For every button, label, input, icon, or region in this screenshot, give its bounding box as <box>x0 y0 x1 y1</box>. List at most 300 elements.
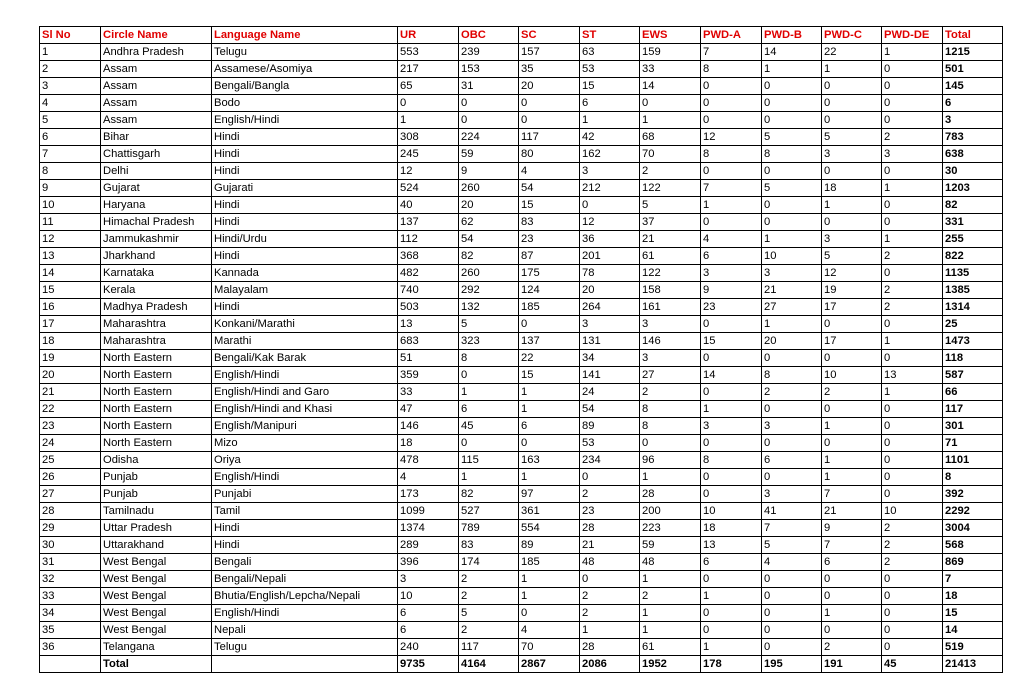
cell-sc: 20 <box>519 78 580 95</box>
cell-total: 1135 <box>943 265 1003 282</box>
cell-sc: 163 <box>519 452 580 469</box>
cell-circle-name: Gujarat <box>101 180 212 197</box>
cell-pwd-b: 0 <box>762 435 822 452</box>
header-obc: OBC <box>459 27 519 44</box>
cell-total: 301 <box>943 418 1003 435</box>
cell-pwd-b: 0 <box>762 571 822 588</box>
cell-pwd-a: 7 <box>701 44 762 61</box>
table-row <box>40 163 1003 180</box>
cell-pwd-c: 2 <box>822 639 882 656</box>
cell-pwd-a: 1 <box>701 401 762 418</box>
cell-pwd-de: 2 <box>882 520 943 537</box>
cell-total: 568 <box>943 537 1003 554</box>
cell-pwd-a: 13 <box>701 537 762 554</box>
cell-total: 118 <box>943 350 1003 367</box>
cell-pwd-c: 1 <box>822 452 882 469</box>
cell-sc: 361 <box>519 503 580 520</box>
cell-pwd-b: 0 <box>762 588 822 605</box>
cell-total: 1314 <box>943 299 1003 316</box>
cell-sl-no: 27 <box>40 486 101 503</box>
cell-sc: 15 <box>519 367 580 384</box>
cell-pwd-a: 0 <box>701 571 762 588</box>
cell-st: 0 <box>580 571 640 588</box>
cell-pwd-de: 0 <box>882 452 943 469</box>
cell-pwd-a: 4 <box>701 231 762 248</box>
cell-obc: 5 <box>459 316 519 333</box>
cell-total: 783 <box>943 129 1003 146</box>
header-ews: EWS <box>640 27 701 44</box>
cell-st: 0 <box>580 469 640 486</box>
cell-circle-name: North Eastern <box>101 418 212 435</box>
table-row <box>40 350 1003 367</box>
table-row <box>40 367 1003 384</box>
cell-language-name: Oriya <box>212 452 398 469</box>
cell-st: 34 <box>580 350 640 367</box>
cell-circle-name: Assam <box>101 61 212 78</box>
cell-pwd-b: 3 <box>762 265 822 282</box>
cell-pwd-de: 0 <box>882 316 943 333</box>
cell-ews: 14 <box>640 78 701 95</box>
table-row <box>40 231 1003 248</box>
cell-pwd-de: 0 <box>882 214 943 231</box>
table-row <box>40 61 1003 78</box>
cell-language-name: Punjabi <box>212 486 398 503</box>
cell-obc: 62 <box>459 214 519 231</box>
cell-total: 1203 <box>943 180 1003 197</box>
cell-pwd-b: 3 <box>762 486 822 503</box>
cell-pwd-c: 2 <box>822 384 882 401</box>
cell-total: 1385 <box>943 282 1003 299</box>
cell-pwd-de: 0 <box>882 401 943 418</box>
cell-pwd-a: 6 <box>701 248 762 265</box>
table-row <box>40 469 1003 486</box>
cell-pwd-a: 8 <box>701 452 762 469</box>
cell-sl-no: 5 <box>40 112 101 129</box>
cell-ews: 8 <box>640 401 701 418</box>
cell-circle-name: Andhra Pradesh <box>101 44 212 61</box>
cell-pwd-de: 0 <box>882 469 943 486</box>
total-pwd-c: 191 <box>822 656 882 673</box>
cell-language-name: Bodo <box>212 95 398 112</box>
cell-circle-name: West Bengal <box>101 571 212 588</box>
cell-circle-name: Delhi <box>101 163 212 180</box>
cell-st: 15 <box>580 78 640 95</box>
cell-pwd-de: 0 <box>882 418 943 435</box>
cell-st: 48 <box>580 554 640 571</box>
cell-ews: 61 <box>640 639 701 656</box>
cell-sl-no: 33 <box>40 588 101 605</box>
table-row <box>40 435 1003 452</box>
cell-ews: 146 <box>640 333 701 350</box>
cell-circle-name: Chattisgarh <box>101 146 212 163</box>
cell-obc: 0 <box>459 95 519 112</box>
cell-ews: 8 <box>640 418 701 435</box>
cell-ews: 2 <box>640 588 701 605</box>
cell-pwd-b: 5 <box>762 129 822 146</box>
cell-ews: 2 <box>640 163 701 180</box>
cell-ur: 3 <box>398 571 459 588</box>
cell-pwd-a: 0 <box>701 316 762 333</box>
cell-st: 2 <box>580 588 640 605</box>
cell-circle-name: Haryana <box>101 197 212 214</box>
cell-obc: 45 <box>459 418 519 435</box>
cell-ur: 368 <box>398 248 459 265</box>
cell-total: 8 <box>943 469 1003 486</box>
cell-obc: 117 <box>459 639 519 656</box>
cell-pwd-de: 2 <box>882 282 943 299</box>
table-row <box>40 639 1003 656</box>
cell-st: 234 <box>580 452 640 469</box>
cell-ews: 0 <box>640 95 701 112</box>
cell-sl-no: 35 <box>40 622 101 639</box>
cell-pwd-a: 6 <box>701 554 762 571</box>
cell-st: 63 <box>580 44 640 61</box>
cell-pwd-b: 0 <box>762 622 822 639</box>
cell-language-name: Hindi <box>212 537 398 554</box>
cell-sc: 117 <box>519 129 580 146</box>
cell-pwd-c: 19 <box>822 282 882 299</box>
table-row <box>40 401 1003 418</box>
cell-sl-no: 1 <box>40 44 101 61</box>
cell-pwd-a: 12 <box>701 129 762 146</box>
cell-circle-name: Tamilnadu <box>101 503 212 520</box>
cell-pwd-c: 22 <box>822 44 882 61</box>
header-st: ST <box>580 27 640 44</box>
cell-sc: 70 <box>519 639 580 656</box>
cell-ur: 146 <box>398 418 459 435</box>
cell-sc: 80 <box>519 146 580 163</box>
cell-pwd-a: 8 <box>701 61 762 78</box>
cell-pwd-a: 0 <box>701 605 762 622</box>
cell-pwd-b: 8 <box>762 367 822 384</box>
cell-sc: 137 <box>519 333 580 350</box>
cell-total: 331 <box>943 214 1003 231</box>
cell-sc: 0 <box>519 435 580 452</box>
cell-ur: 112 <box>398 231 459 248</box>
cell-language-name: Bengali <box>212 554 398 571</box>
cell-circle-name: North Eastern <box>101 435 212 452</box>
cell-pwd-b: 0 <box>762 95 822 112</box>
cell-obc: 527 <box>459 503 519 520</box>
cell-ews: 21 <box>640 231 701 248</box>
cell-pwd-c: 1 <box>822 197 882 214</box>
cell-language-name: Tamil <box>212 503 398 520</box>
total-circle-name: Total <box>101 656 212 673</box>
cell-st: 89 <box>580 418 640 435</box>
cell-ur: 4 <box>398 469 459 486</box>
total-ews: 1952 <box>640 656 701 673</box>
cell-obc: 83 <box>459 537 519 554</box>
cell-circle-name: Jharkhand <box>101 248 212 265</box>
cell-ur: 478 <box>398 452 459 469</box>
cell-st: 201 <box>580 248 640 265</box>
cell-pwd-de: 0 <box>882 197 943 214</box>
cell-sc: 23 <box>519 231 580 248</box>
cell-sc: 1 <box>519 469 580 486</box>
cell-obc: 260 <box>459 180 519 197</box>
cell-st: 6 <box>580 95 640 112</box>
cell-obc: 174 <box>459 554 519 571</box>
cell-pwd-c: 0 <box>822 95 882 112</box>
cell-sc: 0 <box>519 605 580 622</box>
cell-obc: 115 <box>459 452 519 469</box>
cell-ur: 173 <box>398 486 459 503</box>
cell-sc: 1 <box>519 401 580 418</box>
cell-ews: 48 <box>640 554 701 571</box>
cell-sl-no: 2 <box>40 61 101 78</box>
cell-pwd-b: 0 <box>762 214 822 231</box>
table-row <box>40 486 1003 503</box>
cell-circle-name: Jammukashmir <box>101 231 212 248</box>
cell-ews: 1 <box>640 605 701 622</box>
cell-pwd-de: 1 <box>882 384 943 401</box>
cell-st: 53 <box>580 61 640 78</box>
header-ur: UR <box>398 27 459 44</box>
cell-pwd-c: 0 <box>822 350 882 367</box>
cell-ews: 161 <box>640 299 701 316</box>
cell-language-name: Bengali/Nepali <box>212 571 398 588</box>
cell-total: 519 <box>943 639 1003 656</box>
cell-ur: 396 <box>398 554 459 571</box>
cell-pwd-a: 18 <box>701 520 762 537</box>
cell-sl-no: 16 <box>40 299 101 316</box>
cell-pwd-c: 9 <box>822 520 882 537</box>
cell-st: 78 <box>580 265 640 282</box>
cell-circle-name: Himachal Pradesh <box>101 214 212 231</box>
cell-language-name: English/Hindi <box>212 112 398 129</box>
cell-ews: 200 <box>640 503 701 520</box>
cell-pwd-de: 1 <box>882 333 943 350</box>
cell-pwd-de: 0 <box>882 350 943 367</box>
cell-ews: 68 <box>640 129 701 146</box>
table-row <box>40 129 1003 146</box>
cell-pwd-b: 27 <box>762 299 822 316</box>
header-circle-name: Circle Name <box>101 27 212 44</box>
cell-ur: 240 <box>398 639 459 656</box>
cell-pwd-b: 21 <box>762 282 822 299</box>
cell-sc: 83 <box>519 214 580 231</box>
cell-pwd-de: 2 <box>882 299 943 316</box>
cell-total: 1101 <box>943 452 1003 469</box>
cell-sc: 0 <box>519 112 580 129</box>
cell-language-name: English/Hindi <box>212 605 398 622</box>
cell-circle-name: Maharashtra <box>101 333 212 350</box>
cell-pwd-de: 10 <box>882 503 943 520</box>
cell-pwd-c: 3 <box>822 231 882 248</box>
cell-pwd-c: 0 <box>822 571 882 588</box>
cell-pwd-a: 0 <box>701 622 762 639</box>
cell-st: 12 <box>580 214 640 231</box>
cell-ews: 3 <box>640 350 701 367</box>
cell-pwd-a: 0 <box>701 78 762 95</box>
cell-sc: 185 <box>519 554 580 571</box>
cell-sc: 1 <box>519 588 580 605</box>
cell-pwd-b: 4 <box>762 554 822 571</box>
cell-total: 392 <box>943 486 1003 503</box>
cell-sl-no: 3 <box>40 78 101 95</box>
header-row <box>40 27 1003 44</box>
cell-sc: 175 <box>519 265 580 282</box>
total-pwd-b: 195 <box>762 656 822 673</box>
cell-sc: 0 <box>519 316 580 333</box>
cell-sl-no: 12 <box>40 231 101 248</box>
cell-pwd-c: 1 <box>822 605 882 622</box>
cell-total: 3 <box>943 112 1003 129</box>
cell-obc: 8 <box>459 350 519 367</box>
cell-sl-no: 4 <box>40 95 101 112</box>
cell-total: 1215 <box>943 44 1003 61</box>
cell-ur: 1374 <box>398 520 459 537</box>
cell-st: 23 <box>580 503 640 520</box>
cell-pwd-b: 5 <box>762 537 822 554</box>
cell-pwd-c: 0 <box>822 622 882 639</box>
cell-total: 30 <box>943 163 1003 180</box>
cell-ews: 158 <box>640 282 701 299</box>
cell-pwd-a: 14 <box>701 367 762 384</box>
total-obc: 4164 <box>459 656 519 673</box>
cell-total: 6 <box>943 95 1003 112</box>
cell-circle-name: Assam <box>101 112 212 129</box>
cell-obc: 789 <box>459 520 519 537</box>
cell-circle-name: Kerala <box>101 282 212 299</box>
cell-pwd-a: 0 <box>701 350 762 367</box>
cell-obc: 5 <box>459 605 519 622</box>
cell-obc: 153 <box>459 61 519 78</box>
table-row <box>40 248 1003 265</box>
cell-ews: 223 <box>640 520 701 537</box>
cell-ews: 61 <box>640 248 701 265</box>
total-language-name <box>212 656 398 673</box>
cell-pwd-b: 8 <box>762 146 822 163</box>
cell-st: 2 <box>580 605 640 622</box>
cell-ur: 51 <box>398 350 459 367</box>
table-row <box>40 112 1003 129</box>
cell-circle-name: North Eastern <box>101 384 212 401</box>
cell-sl-no: 23 <box>40 418 101 435</box>
table-row <box>40 316 1003 333</box>
cell-language-name: Bengali/Bangla <box>212 78 398 95</box>
cell-language-name: English/Hindi and Khasi <box>212 401 398 418</box>
cell-pwd-c: 7 <box>822 537 882 554</box>
cell-sl-no: 24 <box>40 435 101 452</box>
cell-ews: 122 <box>640 180 701 197</box>
cell-pwd-b: 6 <box>762 452 822 469</box>
cell-circle-name: West Bengal <box>101 622 212 639</box>
cell-pwd-c: 0 <box>822 78 882 95</box>
cell-pwd-b: 5 <box>762 180 822 197</box>
cell-pwd-b: 0 <box>762 163 822 180</box>
cell-pwd-de: 2 <box>882 554 943 571</box>
cell-language-name: English/Hindi <box>212 367 398 384</box>
cell-pwd-b: 0 <box>762 197 822 214</box>
table-row <box>40 299 1003 316</box>
cell-pwd-de: 0 <box>882 571 943 588</box>
cell-circle-name: Punjab <box>101 469 212 486</box>
cell-total: 2292 <box>943 503 1003 520</box>
cell-circle-name: Uttarakhand <box>101 537 212 554</box>
cell-pwd-b: 20 <box>762 333 822 350</box>
cell-pwd-b: 7 <box>762 520 822 537</box>
cell-ur: 47 <box>398 401 459 418</box>
total-total: 21413 <box>943 656 1003 673</box>
cell-pwd-c: 0 <box>822 435 882 452</box>
table-row <box>40 180 1003 197</box>
cell-pwd-a: 1 <box>701 588 762 605</box>
cell-total: 15 <box>943 605 1003 622</box>
cell-pwd-a: 0 <box>701 112 762 129</box>
cell-ews: 33 <box>640 61 701 78</box>
cell-pwd-c: 6 <box>822 554 882 571</box>
cell-sl-no: 22 <box>40 401 101 418</box>
cell-sl-no: 29 <box>40 520 101 537</box>
cell-sl-no: 19 <box>40 350 101 367</box>
cell-sc: 35 <box>519 61 580 78</box>
cell-obc: 9 <box>459 163 519 180</box>
cell-ews: 1 <box>640 622 701 639</box>
cell-sl-no: 17 <box>40 316 101 333</box>
cell-pwd-de: 1 <box>882 231 943 248</box>
cell-obc: 6 <box>459 401 519 418</box>
cell-sc: 1 <box>519 571 580 588</box>
total-st: 2086 <box>580 656 640 673</box>
cell-obc: 323 <box>459 333 519 350</box>
cell-sc: 4 <box>519 163 580 180</box>
table-row <box>40 197 1003 214</box>
cell-circle-name: North Eastern <box>101 367 212 384</box>
cell-circle-name: Telangana <box>101 639 212 656</box>
table-row <box>40 282 1003 299</box>
cell-sl-no: 20 <box>40 367 101 384</box>
cell-obc: 260 <box>459 265 519 282</box>
cell-pwd-b: 0 <box>762 112 822 129</box>
cell-language-name: Hindi <box>212 299 398 316</box>
cell-circle-name: West Bengal <box>101 588 212 605</box>
cell-pwd-b: 0 <box>762 401 822 418</box>
cell-sl-no: 7 <box>40 146 101 163</box>
cell-st: 1 <box>580 622 640 639</box>
cell-ur: 1 <box>398 112 459 129</box>
table-row <box>40 333 1003 350</box>
cell-sl-no: 8 <box>40 163 101 180</box>
total-row <box>40 656 1003 673</box>
cell-sc: 87 <box>519 248 580 265</box>
cell-ur: 13 <box>398 316 459 333</box>
cell-st: 28 <box>580 520 640 537</box>
cell-circle-name: Odisha <box>101 452 212 469</box>
cell-language-name: Gujarati <box>212 180 398 197</box>
cell-ews: 0 <box>640 435 701 452</box>
vacancy-table <box>39 26 1003 673</box>
cell-language-name: Hindi/Urdu <box>212 231 398 248</box>
cell-ews: 122 <box>640 265 701 282</box>
header-sl-no: Sl No <box>40 27 101 44</box>
table-row <box>40 605 1003 622</box>
cell-language-name: English/Hindi <box>212 469 398 486</box>
cell-language-name: Hindi <box>212 214 398 231</box>
cell-pwd-de: 0 <box>882 61 943 78</box>
cell-sc: 4 <box>519 622 580 639</box>
cell-pwd-a: 0 <box>701 384 762 401</box>
cell-total: 66 <box>943 384 1003 401</box>
cell-total: 255 <box>943 231 1003 248</box>
cell-pwd-c: 7 <box>822 486 882 503</box>
cell-st: 53 <box>580 435 640 452</box>
cell-total: 587 <box>943 367 1003 384</box>
cell-ur: 503 <box>398 299 459 316</box>
cell-obc: 0 <box>459 367 519 384</box>
cell-circle-name: Assam <box>101 78 212 95</box>
table-row <box>40 520 1003 537</box>
